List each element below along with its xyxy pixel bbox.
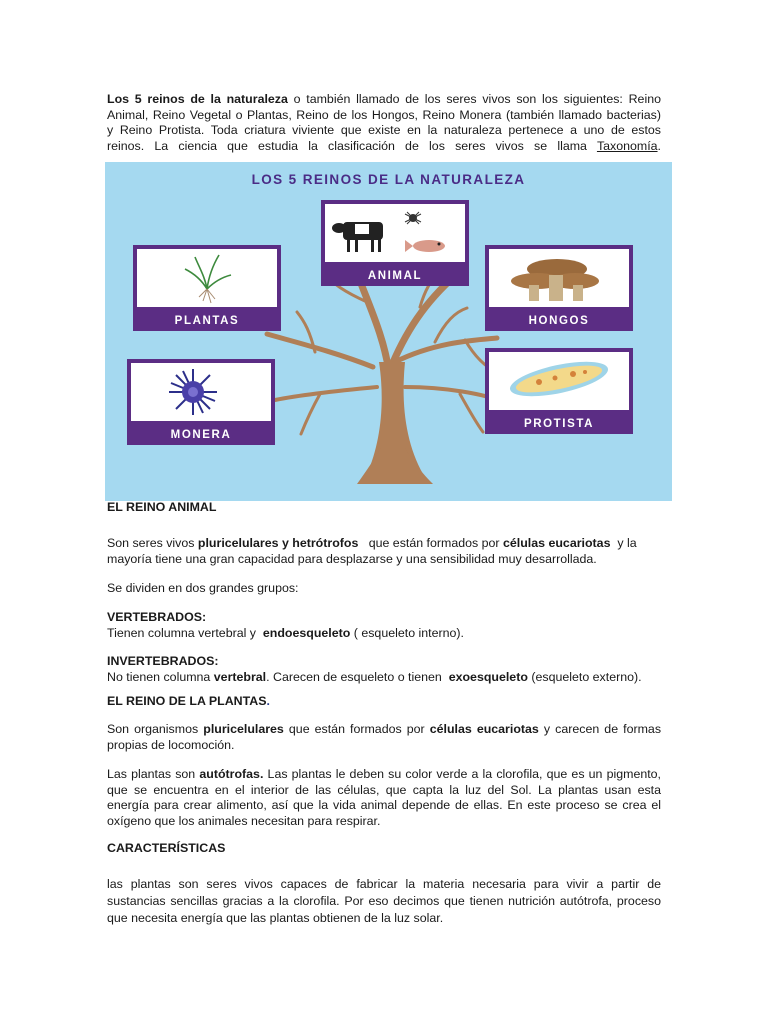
plantas-p3-line1: las plantas son seres vivos capaces de fabricar la materia necesaria para vivir a partir de <box>107 877 661 891</box>
card-plantas <box>133 245 281 331</box>
heading-reino-animal: EL REINO ANIMAL <box>107 500 217 514</box>
intro-line-4: reinos. La ciencia que estudia la clasificación de los seres vivos se llama Taxonomía. <box>107 138 661 153</box>
virus-icon <box>131 363 271 421</box>
animal-p1-line1: Son seres vivos pluricelulares y hetrótrofos que están formados por células eucariotas y la <box>107 536 637 550</box>
plantas-p2-line4: oxígeno que los animales necesitan para respirar. <box>107 813 381 828</box>
plantas-p3-line3: que necesita energía que las plantas obtienen de la luz solar. <box>107 911 444 925</box>
label-animal: ANIMAL <box>367 270 423 282</box>
heading-invertebrados: INVERTEBRADOS: <box>107 654 219 668</box>
cow-fish-spider-icon <box>325 204 465 262</box>
intro-line-2: Animal, Reino Vegetal o Plantas, Reino de los Hongos, Reino Monera (también llamado bacterias) <box>107 107 661 122</box>
animal-p2: Se dividen en dos grandes grupos: <box>107 581 299 595</box>
seedling-icon <box>137 249 277 307</box>
heading-vertebrados: VERTEBRADOS: <box>107 610 207 624</box>
plantas-p2-line3: energía para crear alimento, así que la vida animal depende de ellas. En este proceso se crea el <box>107 798 661 813</box>
card-animal <box>321 200 469 286</box>
animal-p1-line2: mayoría tiene una gran capacidad para desplazarse y una sensibilidad muy desarrollada. <box>107 551 597 566</box>
card-protista <box>485 348 633 434</box>
heading-caracteristicas: CARACTERÍSTICAS <box>107 841 226 855</box>
mushroom-icon <box>489 249 629 307</box>
plantas-p1-line2: propias de locomoción. <box>107 737 235 752</box>
label-protista: PROTISTA <box>523 418 595 430</box>
label-hongos: HONGOS <box>528 315 590 327</box>
card-monera <box>127 359 275 445</box>
plantas-p2-line1: Las plantas son autótrofas. Las plantas le deben su color verde a la clorofila, que es un pigmento, <box>107 767 662 781</box>
intro-line-1: Los 5 reinos de la naturaleza o también llamado de los seres vivos son los siguientes: Reino <box>107 92 661 106</box>
plantas-p2-line2: que se encuentra en el interior de las células, que capta la luz del Sol. La plantas usan esta <box>107 782 661 797</box>
plantas-p3-line2: sustancias sencillas gracias a la clorofila. Por eso decimos que tienen nutrición autótrofa, proceso <box>107 894 661 908</box>
taxonomia-link[interactable]: Taxonomía <box>596 138 658 153</box>
intro-line-3: y Reino Protista. Toda criatura viviente que existe en la naturaleza pertenece a uno de estos <box>107 123 661 138</box>
invertebrados-text: No tienen columna vertebral. Carecen de esqueleto o tienen exoesqueleto (esqueleto externo). <box>107 669 642 684</box>
intro-title: Los 5 reinos de la naturaleza <box>107 92 288 106</box>
heading-reino-plantas: EL REINO DE LA PLANTAS. <box>107 694 270 708</box>
figure-title: LOS 5 REINOS DE LA NATURALEZA <box>251 172 526 187</box>
kingdoms-figure <box>105 162 672 501</box>
label-monera: MONERA <box>170 429 232 441</box>
label-plantas: PLANTAS <box>174 315 240 327</box>
paramecium-icon <box>489 352 629 410</box>
card-hongos <box>485 245 633 331</box>
plantas-p1-line1: Son organismos pluricelulares que están formados por células eucariotas y carecen de formas <box>107 722 662 736</box>
vertebrados-text: Tienen columna vertebral y endoesqueleto ( esqueleto interno). <box>107 625 464 640</box>
